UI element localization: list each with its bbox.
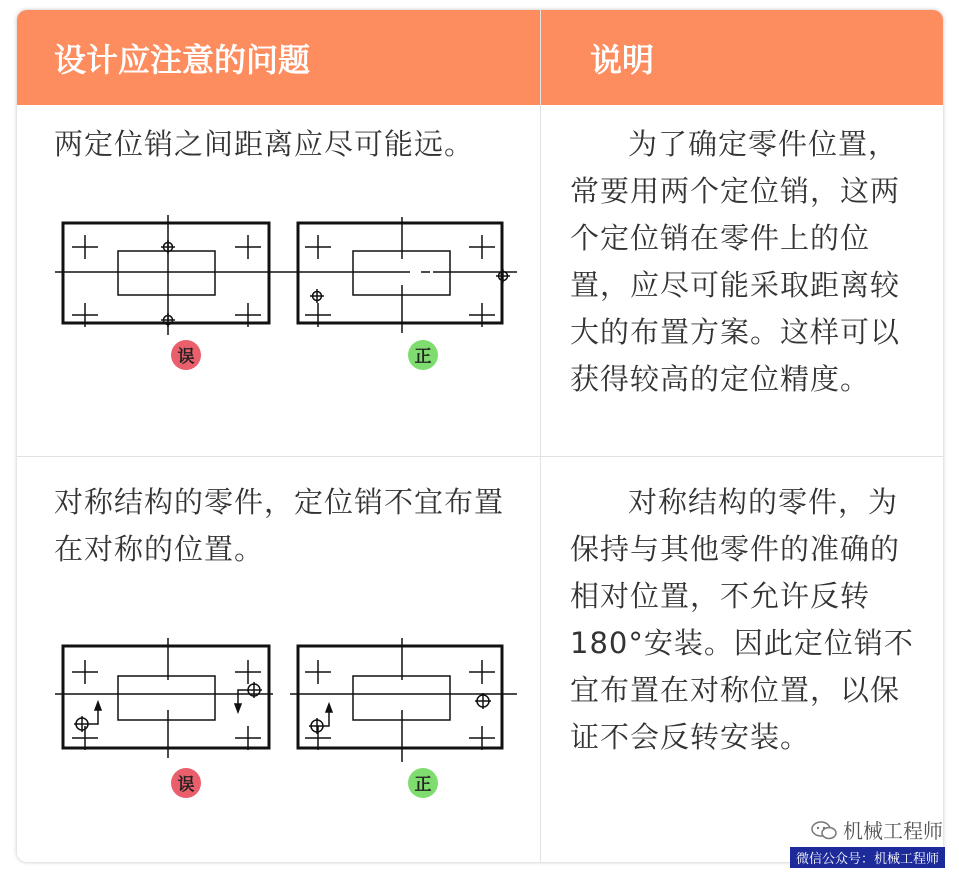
row1-diagram	[47, 205, 527, 375]
right-part-outline	[298, 646, 502, 748]
wechat-icon	[811, 820, 837, 840]
badge-wrong	[171, 340, 201, 370]
right-part-outline	[298, 223, 502, 323]
column-divider	[540, 10, 541, 862]
wrong-part-outline	[63, 223, 269, 323]
right-bolt-marks	[305, 235, 495, 327]
badge-right	[408, 768, 438, 798]
header-explanation: 说明	[590, 40, 655, 79]
wrong-part-bore	[118, 676, 215, 720]
row-divider	[17, 456, 943, 457]
wrong-part-bore	[118, 251, 215, 295]
svg-text:正: 正	[414, 347, 432, 367]
watermark-sub: 微信公众号：机械工程师	[790, 847, 945, 868]
row2-problem-text: 对称结构的零件，定位销不宜布置在对称的位置。	[54, 485, 505, 566]
content-card	[17, 10, 943, 862]
badge-wrong	[171, 768, 201, 798]
badge-right	[408, 340, 438, 370]
watermark-name: 机械工程师	[843, 819, 943, 843]
row2-explanation-text: 对称结构的零件，为保持与其他零件的准确的相对位置，不允许反转180°安装。因此定位销不宜布置在对称位置，以保证不会反转安装。	[570, 485, 914, 754]
row1-explanation-text: 为了确定零件位置，常要用两个定位销，这两个定位销在零件上的位置，应尽可能采取距离较大的布置方案。这样可以获得较高的定位精度。	[570, 127, 901, 396]
table-header	[17, 10, 943, 105]
svg-text:误: 误	[177, 347, 195, 367]
header-problem: 设计应注意的问题	[54, 40, 311, 79]
row1-problem-text: 两定位销之间距离应尽可能远。	[54, 127, 475, 161]
wrong-bolt-marks	[72, 235, 261, 327]
svg-text:误: 误	[177, 775, 195, 795]
svg-text:正: 正	[414, 775, 432, 795]
row2-diagram	[47, 638, 527, 803]
watermark	[811, 815, 943, 844]
